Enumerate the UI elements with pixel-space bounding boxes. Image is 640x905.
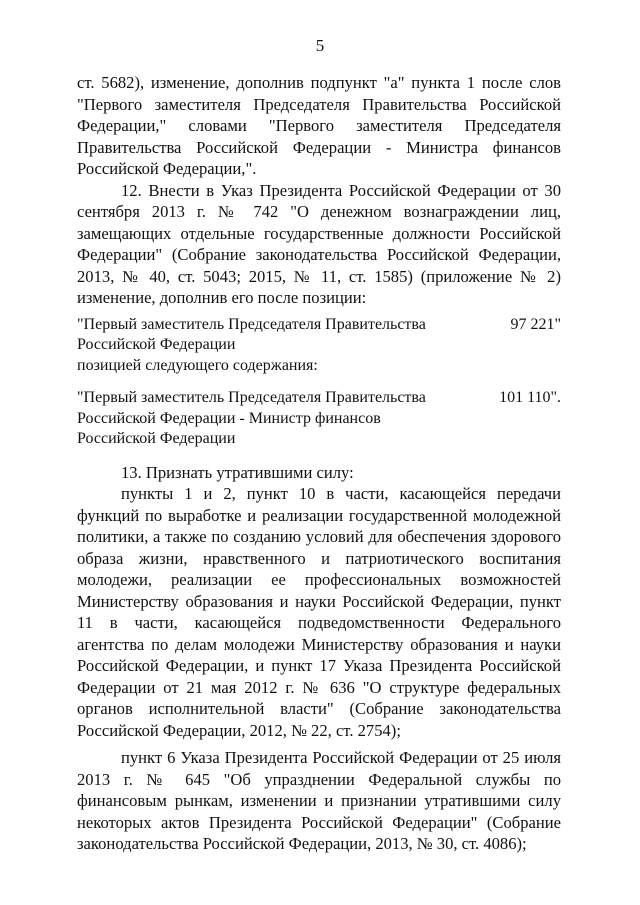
paragraph-amendment-continuation: ст. 5682), изменение, дополнив подпункт "а" пункта 1 после слов "Первого заместителя Председателя Правительства Российской Федерации," словами "Первого заместителя Председателя Правительства Российской Федерации - Министра финансов Российской Федерации,". <box>77 73 561 178</box>
position-title-line: Российской Федерации <box>77 430 236 447</box>
position-salary-value: 101 110". <box>499 389 561 406</box>
position-title-line: Российской Федерации <box>77 336 236 353</box>
salary-position-new <box>77 388 561 450</box>
paragraph-repeal-decree-636: пункты 1 и 2, пункт 10 в части, касающейся передачи функций по выработке и реализации государственной молодежной политики, а также по созданию условий для обеспечения здорового образа жизни, нравственного и патриотического воспитания молодежи, реализации ее профессиональных возможностей Министерству образования и науки Российской Федерации, пункт 11 в части, касающейся подведомственности Федерального агентства по делам молодежи Министерству образования и науки Российской Федерации, и пункт 17 Указа Президента Российской Федерации от 21 мая 2012 г. № 636 "О структуре федеральных органов исполнительной власти" (Собрание законодательства Российской Федерации, 2012, № 22, ст. 2754); <box>77 484 561 740</box>
paragraph-item-12: 12. Внести в Указ Президента Российской Федерации от 30 сентября 2013 г. № 742 "О денежном вознаграждении лиц, замещающих отдельные государственные должности Российской Федерации" (Собрание законодательства Российской Федерации, 2013, № 40, ст. 5043; 2015, № 11, ст. 1585) (приложение № 2) изменение, дополнив его после позиции: <box>77 180 561 307</box>
salary-position-old <box>77 315 561 356</box>
document-body <box>77 72 561 855</box>
position-title-line: Российской Федерации - Министр финансов <box>77 409 381 427</box>
paragraph-item-13: 13. Признать утратившими силу: <box>121 462 354 482</box>
paragraph-position-intro: позицией следующего содержания: <box>77 356 318 374</box>
position-title-line: "Первый заместитель Председателя Правительства <box>77 315 426 333</box>
position-title-line: "Первый заместитель Председателя Правительства <box>77 389 426 406</box>
position-salary-value: 97 221" <box>510 315 561 333</box>
position-title <box>77 388 457 450</box>
position-title <box>77 315 457 356</box>
page-number: 5 <box>315 36 325 55</box>
paragraph-repeal-decree-645: пункт 6 Указа Президента Российской Федерации от 25 июля 2013 г. № 645 "Об упразднении Федеральной службы по финансовым рынкам, изменении и признании утратившими силу некоторых актов Президента Российской Федерации" (Собрание законодательства Российской Федерации, 2013, № 30, ст. 4086); <box>77 748 561 853</box>
